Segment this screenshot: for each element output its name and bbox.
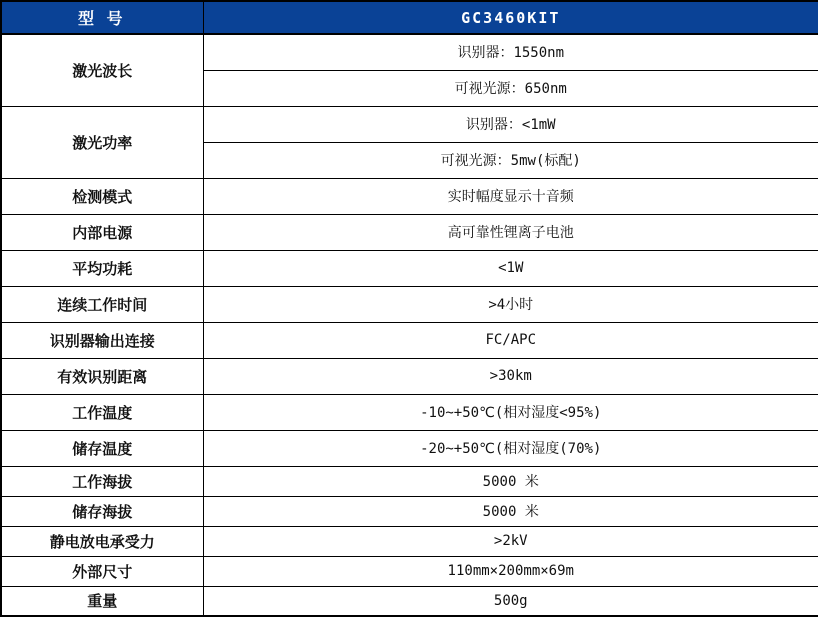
spec-label: 重量 xyxy=(1,586,203,616)
table-row xyxy=(1,34,818,70)
table-row xyxy=(1,106,818,142)
spec-label: 储存海拔 xyxy=(1,496,203,526)
header-row xyxy=(1,1,818,34)
spec-label: 识别器输出连接 xyxy=(1,322,203,358)
table-row xyxy=(1,466,818,496)
table-row xyxy=(1,250,818,286)
spec-label: 储存温度 xyxy=(1,430,203,466)
spec-label: 外部尺寸 xyxy=(1,556,203,586)
table-row xyxy=(1,358,818,394)
spec-label: 连续工作时间 xyxy=(1,286,203,322)
table-row xyxy=(1,322,818,358)
model-header-label: 型 号 xyxy=(1,1,203,34)
spec-label: 检测模式 xyxy=(1,178,203,214)
spec-label: 有效识别距离 xyxy=(1,358,203,394)
spec-value: 可视光源：5mw(标配) xyxy=(203,142,818,178)
spec-label-laser-power: 激光功率 xyxy=(1,106,203,178)
spec-value: 5000 米 xyxy=(203,466,818,496)
spec-label-laser-wavelength: 激光波长 xyxy=(1,34,203,106)
table-row xyxy=(1,526,818,556)
table-row xyxy=(1,178,818,214)
spec-value: >4小时 xyxy=(203,286,818,322)
spec-value: 110mm×200mm×69m xyxy=(203,556,818,586)
spec-value: -20~+50℃(相对湿度(70%) xyxy=(203,430,818,466)
table-row xyxy=(1,586,818,616)
table-row xyxy=(1,394,818,430)
spec-value: >2kV xyxy=(203,526,818,556)
spec-value: 识别器：<1mW xyxy=(203,106,818,142)
spec-label: 工作海拔 xyxy=(1,466,203,496)
table-row xyxy=(1,556,818,586)
spec-value: 5000 米 xyxy=(203,496,818,526)
model-header-value: GC3460KIT xyxy=(203,1,818,34)
spec-value: 高可靠性锂离子电池 xyxy=(203,214,818,250)
spec-label: 静电放电承受力 xyxy=(1,526,203,556)
spec-value: 500g xyxy=(203,586,818,616)
table-row xyxy=(1,286,818,322)
spec-value: FC/APC xyxy=(203,322,818,358)
spec-value: <1W xyxy=(203,250,818,286)
spec-label: 工作温度 xyxy=(1,394,203,430)
table-row xyxy=(1,496,818,526)
spec-value: -10~+50℃(相对湿度<95%) xyxy=(203,394,818,430)
spec-label: 内部电源 xyxy=(1,214,203,250)
spec-value: 可视光源：650nm xyxy=(203,70,818,106)
spec-value: 识别器：1550nm xyxy=(203,34,818,70)
spec-value: 实时幅度显示十音频 xyxy=(203,178,818,214)
spec-label: 平均功耗 xyxy=(1,250,203,286)
spec-value: >30km xyxy=(203,358,818,394)
table-row xyxy=(1,214,818,250)
table-row xyxy=(1,430,818,466)
